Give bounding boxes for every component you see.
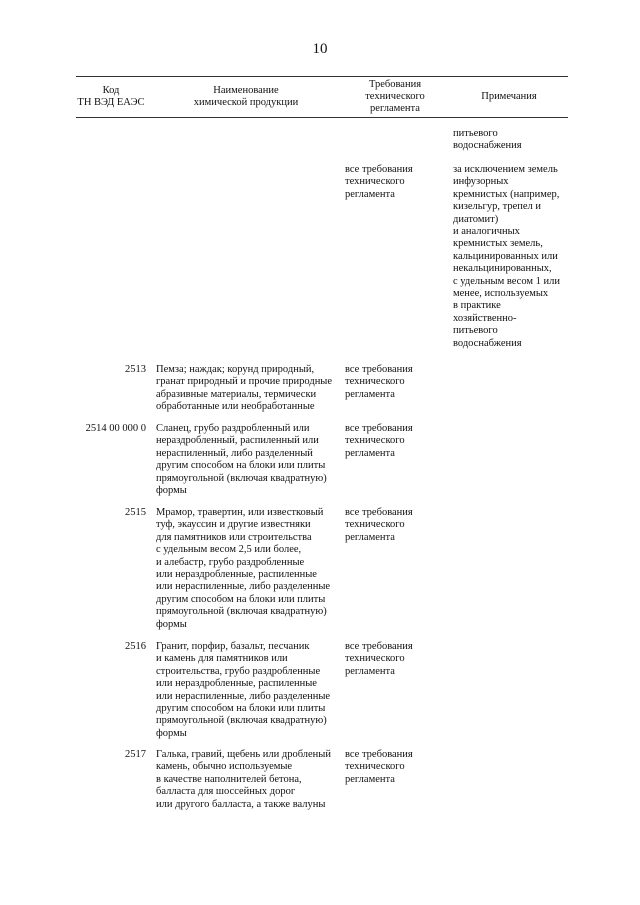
row-requirements: все требования технического регламента	[345, 423, 413, 459]
row-code: 2516	[125, 641, 146, 652]
header-code: Код ТН ВЭД ЕАЭС	[77, 85, 145, 108]
page-number: 10	[312, 41, 328, 57]
row-requirements: все требования технического регламента	[345, 164, 413, 200]
row-requirements: все требования технического регламента	[345, 749, 413, 785]
row-code: 2515	[125, 507, 146, 518]
row-code: 2517	[125, 749, 146, 760]
header-requirements: Требования технического регламента	[365, 79, 425, 114]
row-name: Пемза; наждак; корунд природный, гранат природный и прочие природные абразивные материалы, термически обработанные или необработанные	[156, 364, 333, 413]
row-name: Сланец, грубо раздробленный или нераздробленный, распиленный или нераспиленный, либо разделенный другим способом на блоки или плиты прямоугольной (включая квадратную) формы	[156, 423, 327, 497]
row-notes: за исключением земель инфузорных кремнистых (например, кизельгур, трепел и диатомит) и аналогичных кремнистых земель, кальцинированных или некальцинированных, с удельным весом 1 или менее, используемых в практике хозяйственно- питьевого водоснабжения	[453, 164, 560, 349]
row-requirements: все требования технического регламента	[345, 364, 413, 400]
row-name: Гранит, порфир, базальт, песчаник и камень для памятников или строительства, грубо раздробленные или нераздробленные, распиленные или нераспиленные, либо разделенные другим способом на блоки или плиты прямоугольной (включая квадратную) формы	[156, 641, 331, 739]
header-name: Наименование химической продукции	[193, 85, 299, 108]
row-code: 2514 00 000 0	[85, 423, 146, 434]
row-code: 2513	[125, 364, 146, 375]
row-name: Галька, гравий, щебень или дробленый камень, обычно используемые в качестве наполнителей бетона, балласта для шоссейных дорог или другого балласта, а также валуны	[156, 749, 331, 810]
row-requirements: все требования технического регламента	[345, 507, 413, 543]
table-header-top-rule	[76, 76, 568, 77]
table-header-bottom-rule	[76, 117, 568, 118]
header-notes: Примечания	[481, 91, 537, 102]
row-requirements: все требования технического регламента	[345, 641, 413, 677]
row-name: Мрамор, травертин, или известковый туф, экауссин и другие известняки для памятников или строительства с удельным весом 2,5 или более, и алебастр, грубо раздробленные или нераздробленные, распиленные или нераспиленные, либо разделенные другим способом на блоки или плиты прямоугольной (включая квадратную) формы	[156, 507, 331, 630]
row-notes: питьевого водоснабжения	[453, 128, 522, 152]
